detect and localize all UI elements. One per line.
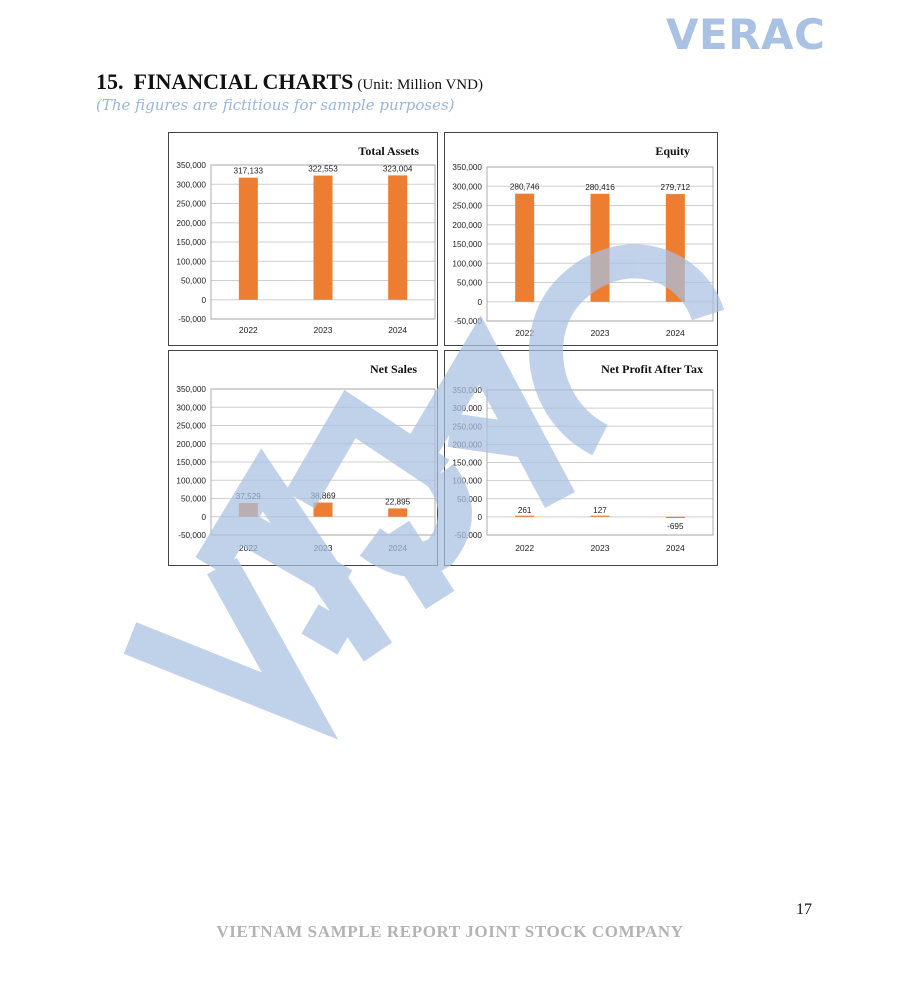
bar xyxy=(314,503,333,517)
y-tick-label: 100,000 xyxy=(176,476,206,486)
data-label: 127 xyxy=(593,505,607,515)
y-tick-label: -50,000 xyxy=(454,531,482,540)
y-tick-label: 150,000 xyxy=(176,238,206,247)
chart-title: Net Profit After Tax xyxy=(601,362,703,376)
data-label: 317,133 xyxy=(233,166,264,176)
chart-title: Total Assets xyxy=(358,144,419,158)
x-tick-label: 2023 xyxy=(590,328,610,338)
data-label: 37,529 xyxy=(235,492,261,502)
y-tick-label: 200,000 xyxy=(452,440,482,450)
bar xyxy=(591,194,610,302)
x-tick-label: 2022 xyxy=(515,328,535,338)
x-tick-label: 2023 xyxy=(313,325,333,335)
chart-panel-net-profit xyxy=(444,350,718,566)
y-tick-label: 300,000 xyxy=(452,404,482,414)
y-tick-label: 350,000 xyxy=(176,385,206,394)
data-label: 279,712 xyxy=(660,183,691,193)
data-label: 280,746 xyxy=(509,182,540,192)
y-tick-label: 50,000 xyxy=(456,494,482,504)
x-tick-label: 2024 xyxy=(388,325,408,335)
bar xyxy=(666,194,685,302)
y-tick-label: 0 xyxy=(201,295,206,305)
bar xyxy=(239,178,258,300)
data-label: 322,553 xyxy=(308,164,338,174)
bar xyxy=(666,517,685,518)
chart-title: Net Sales xyxy=(370,362,417,376)
bar xyxy=(239,503,258,517)
y-tick-label: 250,000 xyxy=(452,201,482,211)
y-tick-label: -50,000 xyxy=(178,531,206,540)
y-tick-label: 50,000 xyxy=(180,276,206,286)
equity-chart xyxy=(445,133,717,345)
bar xyxy=(314,176,333,300)
bar xyxy=(591,516,610,517)
y-tick-label: 200,000 xyxy=(176,439,206,449)
x-tick-label: 2022 xyxy=(238,543,258,553)
section-number: 15. xyxy=(96,69,124,94)
y-tick-label: 50,000 xyxy=(180,494,206,504)
y-tick-label: 100,000 xyxy=(452,259,482,269)
y-tick-label: 350,000 xyxy=(176,161,206,170)
verac-logo: VERAC xyxy=(666,10,826,59)
net-profit-chart xyxy=(445,351,717,565)
y-tick-label: 300,000 xyxy=(176,403,206,413)
section-note: (The figures are fictitious for sample purposes) xyxy=(96,96,455,114)
x-tick-label: 2024 xyxy=(665,543,685,553)
y-tick-label: 250,000 xyxy=(176,199,206,209)
y-tick-label: 350,000 xyxy=(452,386,482,395)
y-tick-label: 200,000 xyxy=(176,218,206,228)
section-unit: (Unit: Million VND) xyxy=(357,77,483,93)
x-tick-label: 2024 xyxy=(388,543,408,553)
chart-panel-net-sales xyxy=(168,350,438,566)
y-tick-label: 300,000 xyxy=(452,182,482,192)
footer-company: VIETNAM SAMPLE REPORT JOINT STOCK COMPANY xyxy=(216,922,684,941)
data-label: 261 xyxy=(517,505,532,515)
y-tick-label: 350,000 xyxy=(452,163,482,172)
y-tick-label: 150,000 xyxy=(176,458,206,467)
bar xyxy=(388,508,407,516)
y-tick-label: 100,000 xyxy=(176,257,206,267)
y-tick-label: 0 xyxy=(201,512,206,522)
chart-title: Equity xyxy=(655,144,690,158)
y-tick-label: -50,000 xyxy=(454,317,482,326)
x-tick-label: 2022 xyxy=(238,325,258,335)
data-label: -695 xyxy=(667,521,684,531)
y-tick-label: 100,000 xyxy=(452,476,482,486)
bar xyxy=(515,194,534,302)
y-tick-label: 150,000 xyxy=(452,458,482,468)
y-tick-label: 250,000 xyxy=(452,422,482,432)
y-tick-label: 50,000 xyxy=(456,278,482,288)
net-sales-chart xyxy=(169,351,437,565)
data-label: 38,869 xyxy=(310,491,336,501)
y-tick-label: 250,000 xyxy=(176,421,206,431)
y-tick-label: 0 xyxy=(477,297,482,307)
section-heading xyxy=(96,68,483,99)
section-title: FINANCIAL CHARTS xyxy=(133,69,354,94)
bar xyxy=(388,175,407,299)
x-tick-label: 2024 xyxy=(665,328,685,338)
bar xyxy=(515,516,534,517)
y-tick-label: 200,000 xyxy=(452,220,482,230)
data-label: 22,895 xyxy=(385,497,411,507)
x-tick-label: 2023 xyxy=(313,543,333,553)
data-label: 323,004 xyxy=(382,164,413,174)
x-tick-label: 2023 xyxy=(590,543,610,553)
chart-panel-total-assets xyxy=(168,132,438,346)
x-tick-label: 2022 xyxy=(515,543,535,553)
y-tick-label: -50,000 xyxy=(178,315,206,324)
data-label: 280,416 xyxy=(585,182,615,192)
y-tick-label: 0 xyxy=(477,512,482,522)
chart-panel-equity xyxy=(444,132,718,346)
total-assets-chart xyxy=(169,133,437,345)
y-tick-label: 150,000 xyxy=(452,240,482,249)
page-number: 17 xyxy=(796,901,812,918)
y-tick-label: 300,000 xyxy=(176,180,206,190)
